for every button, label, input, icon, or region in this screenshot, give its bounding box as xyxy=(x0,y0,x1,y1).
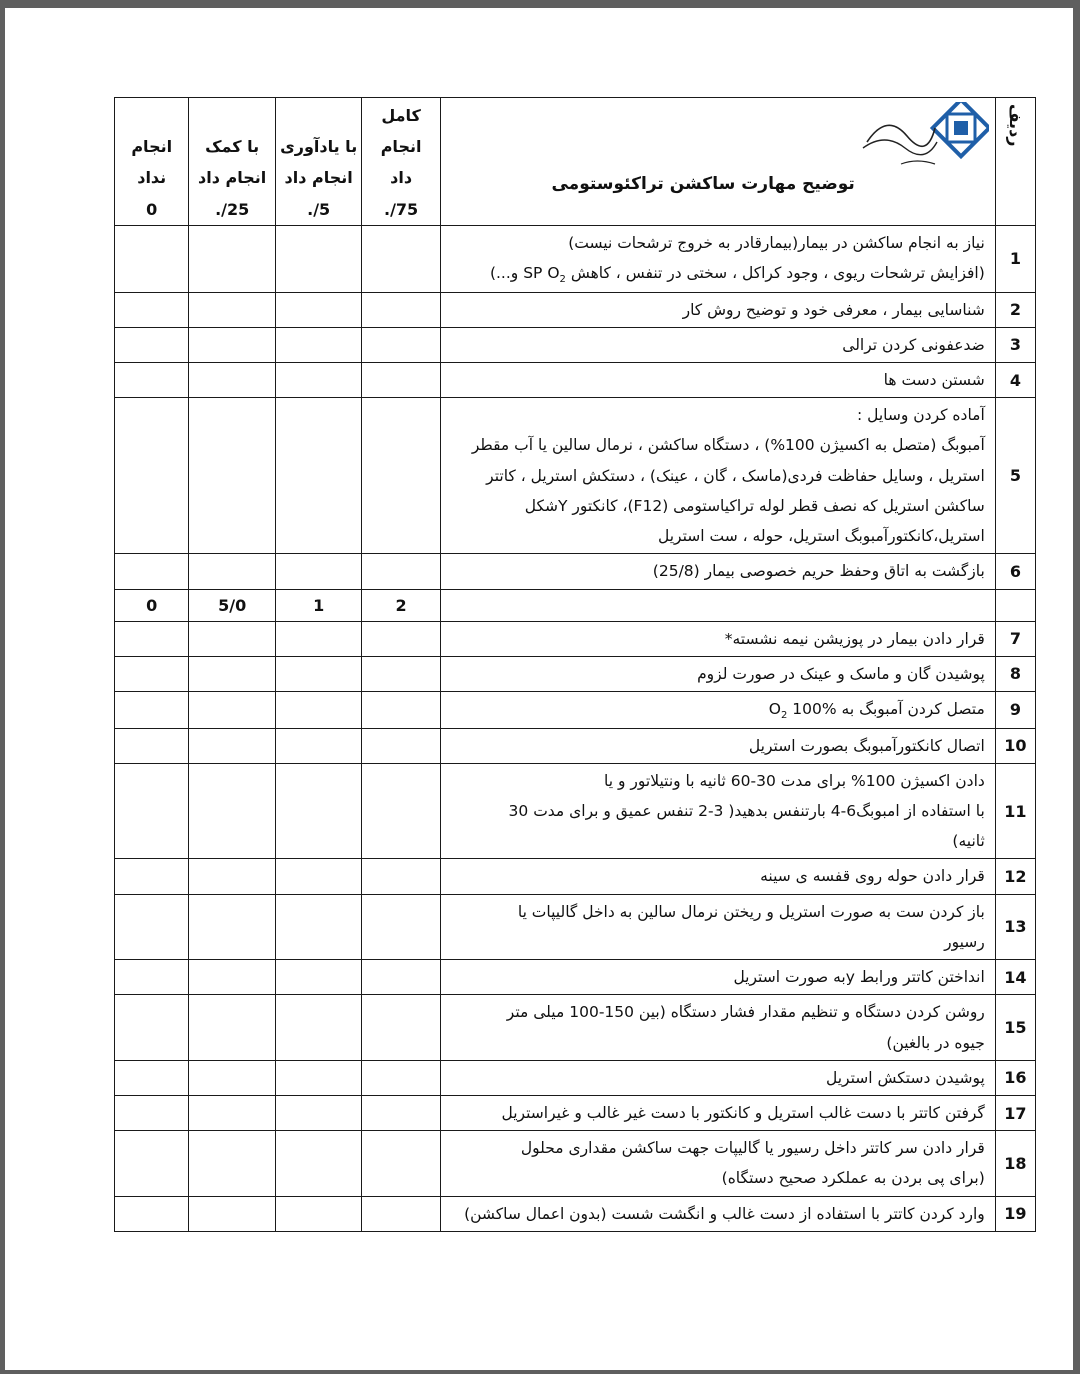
step-description xyxy=(440,363,995,398)
score-cell[interactable] xyxy=(189,691,275,728)
step-description xyxy=(440,1196,995,1231)
score-cell[interactable] xyxy=(362,292,440,327)
table-row xyxy=(115,1196,1036,1231)
step-line: استریل ، وسایل حفاظت فردی(ماسک ، گان ، عینک) ، دستکش استریل ، کاتتر xyxy=(486,466,985,485)
score-cell[interactable] xyxy=(189,292,275,327)
skills-checklist-table xyxy=(114,97,1036,1232)
score-cell[interactable] xyxy=(115,292,189,327)
score-cell[interactable] xyxy=(189,859,275,894)
score-cell[interactable] xyxy=(115,554,189,589)
row-number: 11 xyxy=(995,763,1035,859)
step-description xyxy=(440,327,995,362)
table-row xyxy=(115,363,1036,398)
table-row xyxy=(115,398,1036,554)
step-description xyxy=(440,995,995,1060)
step-description xyxy=(440,859,995,894)
table-row xyxy=(115,225,1036,292)
score-cell[interactable] xyxy=(189,1060,275,1095)
step-line: ضدعفونی کردن ترالی xyxy=(842,335,985,354)
score-cell[interactable] xyxy=(362,960,440,995)
step-description xyxy=(440,894,995,959)
row-number: 6 xyxy=(995,554,1035,589)
score-cell[interactable] xyxy=(275,656,361,691)
score-cell[interactable] xyxy=(362,656,440,691)
step-line: گرفتن کاتتر با دست غالب استریل و کانکتور با دست غیر غالب و غیراستریل xyxy=(501,1103,985,1122)
score-cell[interactable] xyxy=(362,1131,440,1196)
column-header-reminded: با یادآوری انجام داد 5/. xyxy=(275,98,361,226)
step-line: قرار دادن حوله روی قفسه ی سینه xyxy=(760,867,985,886)
step-line: شناسایی بیمار ، معرفی خود و توضیح روش کار xyxy=(682,300,985,319)
table-row xyxy=(115,894,1036,959)
score-cell[interactable] xyxy=(275,1060,361,1095)
score-cell[interactable] xyxy=(189,995,275,1060)
step-line: قرار دادن سر کاتتر داخل رسیور یا گالیپات جهت ساکشن مقداری محلول xyxy=(520,1139,985,1158)
step-line: آمبوبگ (متصل به اکسیژن 100%) ، دستگاه ساکشن ، نرمال سالین یا آب مقطر xyxy=(471,436,985,455)
score-cell[interactable] xyxy=(362,327,440,362)
score-cell[interactable] xyxy=(362,554,440,589)
score-cell[interactable] xyxy=(275,960,361,995)
score-cell[interactable] xyxy=(115,859,189,894)
score-cell[interactable] xyxy=(189,894,275,959)
step-line: (برای پی بردن به عملکرد صحیح دستگاه) xyxy=(721,1169,985,1188)
table-row xyxy=(115,1060,1036,1095)
column-header-complete: کامل انجام داد 75/. xyxy=(362,98,440,226)
row-number: 1 xyxy=(995,225,1035,292)
table-row xyxy=(115,859,1036,894)
score-cell[interactable] xyxy=(362,995,440,1060)
score-cell[interactable] xyxy=(275,225,361,292)
step-description xyxy=(440,728,995,763)
row-number: 3 xyxy=(995,327,1035,362)
table-row xyxy=(115,327,1036,362)
step-line: شستن دست ها xyxy=(883,371,985,389)
score-cell[interactable] xyxy=(189,1095,275,1130)
score-cell[interactable] xyxy=(275,1095,361,1130)
score-cell[interactable] xyxy=(362,728,440,763)
score-cell[interactable] xyxy=(189,225,275,292)
step-description xyxy=(440,960,995,995)
score-cell[interactable] xyxy=(189,327,275,362)
step-description xyxy=(440,398,995,554)
column-header-not-done: انجام نداد 0 xyxy=(115,98,189,226)
score-cell[interactable] xyxy=(362,763,440,859)
table-row xyxy=(115,691,1036,728)
summary-score: 5/0 xyxy=(189,589,275,621)
score-cell[interactable] xyxy=(275,292,361,327)
score-cell[interactable] xyxy=(275,621,361,656)
row-number: 4 xyxy=(995,363,1035,398)
score-cell[interactable] xyxy=(115,728,189,763)
score-cell[interactable] xyxy=(275,894,361,959)
score-cell[interactable] xyxy=(275,1131,361,1196)
score-cell[interactable] xyxy=(189,763,275,859)
step-line: باز کردن ست به صورت استریل و ریختن نرمال سالین به داخل گالیپات یا xyxy=(517,902,985,921)
score-cell[interactable] xyxy=(189,1131,275,1196)
form-title: توضیح مهارت ساکشن تراکئوستومی xyxy=(551,174,855,194)
score-cell[interactable] xyxy=(275,763,361,859)
table-row xyxy=(115,960,1036,995)
step-line: پوشیدن دستکش استریل xyxy=(825,1068,985,1087)
row-number: 16 xyxy=(995,1060,1035,1095)
score-cell[interactable] xyxy=(362,398,440,554)
score-cell[interactable] xyxy=(115,225,189,292)
row-number: 17 xyxy=(995,1095,1035,1130)
step-line: انداختن کاتتر ورابط yبه صورت استریل xyxy=(733,968,985,987)
score-cell[interactable] xyxy=(362,621,440,656)
step-description xyxy=(440,554,995,589)
score-cell[interactable] xyxy=(115,363,189,398)
score-cell[interactable] xyxy=(362,1196,440,1231)
step-line: با استفاده از امبوبگ6-4 بارتنفس بدهید( 3-2 تنفس عمیق و برای مدت 30 xyxy=(508,802,985,820)
step-line: جیوه در بالغین) xyxy=(886,1033,985,1052)
score-cell[interactable] xyxy=(115,763,189,859)
step-line: متصل کردن آمبوبگ به $O_2$ 100% xyxy=(768,699,985,722)
column-header-assisted: با کمک انجام داد 25/. xyxy=(189,98,275,226)
row-number-header: ردیف xyxy=(995,98,1035,226)
step-description xyxy=(440,656,995,691)
header-row xyxy=(115,98,1036,226)
step-line: ساکشن استریل که نصف قطر لوله تراکیاستومی (F12)، کانکتور Yشکل xyxy=(524,496,985,515)
row-number: 5 xyxy=(995,398,1035,554)
score-summary-row xyxy=(115,589,1036,621)
table-row xyxy=(115,728,1036,763)
step-description xyxy=(440,1095,995,1130)
score-cell[interactable] xyxy=(275,1196,361,1231)
step-line: بازگشت به اتاق وحفظ حریم خصوصی بیمار (25/8) xyxy=(652,562,985,581)
row-number: 18 xyxy=(995,1131,1035,1196)
score-cell[interactable] xyxy=(362,691,440,728)
score-cell[interactable] xyxy=(275,995,361,1060)
score-cell[interactable] xyxy=(115,995,189,1060)
step-line: دادن اکسیژن 100% برای مدت 30-60 ثانیه با ونتیلاتور و یا xyxy=(604,771,985,790)
step-description xyxy=(440,225,995,292)
table-row xyxy=(115,656,1036,691)
score-cell[interactable] xyxy=(115,398,189,554)
summary-score: 1 xyxy=(275,589,361,621)
score-cell[interactable] xyxy=(115,656,189,691)
step-line: اتصال کانکتورآمبوبگ بصورت استریل xyxy=(748,736,985,755)
step-line: قرار دادن بیمار در پوزیشن نیمه نشسته* xyxy=(724,629,985,648)
step-description xyxy=(440,1060,995,1095)
step-line: رسیور xyxy=(944,932,985,951)
score-cell[interactable] xyxy=(189,728,275,763)
score-cell[interactable] xyxy=(362,859,440,894)
table-row xyxy=(115,554,1036,589)
row-number: 19 xyxy=(995,1196,1035,1231)
score-cell[interactable] xyxy=(189,621,275,656)
score-cell[interactable] xyxy=(189,554,275,589)
score-cell[interactable] xyxy=(275,363,361,398)
table-row xyxy=(115,621,1036,656)
table-row xyxy=(115,292,1036,327)
step-description xyxy=(440,292,995,327)
score-cell[interactable] xyxy=(362,1095,440,1130)
score-cell[interactable] xyxy=(115,621,189,656)
step-description xyxy=(440,1131,995,1196)
row-number: 14 xyxy=(995,960,1035,995)
row-number: 9 xyxy=(995,691,1035,728)
score-cell[interactable] xyxy=(115,1131,189,1196)
score-cell[interactable] xyxy=(115,1060,189,1095)
title-cell xyxy=(440,98,995,226)
score-cell[interactable] xyxy=(275,728,361,763)
summary-score: 2 xyxy=(362,589,440,621)
step-line: استریل،کانکتورآمبوبگ استریل، حوله ، ست استریل xyxy=(657,527,985,546)
row-number: 8 xyxy=(995,656,1035,691)
row-number: 10 xyxy=(995,728,1035,763)
table-row xyxy=(115,1131,1036,1196)
empty-cell xyxy=(995,589,1035,621)
row-number: 2 xyxy=(995,292,1035,327)
row-number: 13 xyxy=(995,894,1035,959)
row-number: 12 xyxy=(995,859,1035,894)
score-cell[interactable] xyxy=(189,656,275,691)
score-cell[interactable] xyxy=(189,960,275,995)
score-cell[interactable] xyxy=(275,554,361,589)
score-cell[interactable] xyxy=(115,1095,189,1130)
row-number: 7 xyxy=(995,621,1035,656)
step-description xyxy=(440,691,995,728)
step-line: پوشیدن گان و ماسک و عینک در صورت لزوم xyxy=(697,664,985,683)
score-cell[interactable] xyxy=(275,859,361,894)
score-cell[interactable] xyxy=(115,960,189,995)
score-cell[interactable] xyxy=(275,398,361,554)
score-cell[interactable] xyxy=(362,1060,440,1095)
table-row xyxy=(115,995,1036,1060)
step-line: روشن کردن دستگاه و تنظیم مقدار فشار دستگاه (بین 150-100 میلی متر xyxy=(506,1003,985,1022)
step-line: نیاز به انجام ساکشن در بیمار(بیمارقادر به خروج ترشحات نیست) xyxy=(568,233,985,252)
score-cell[interactable] xyxy=(115,1196,189,1231)
empty-cell xyxy=(440,589,995,621)
score-cell[interactable] xyxy=(362,894,440,959)
summary-score: 0 xyxy=(115,589,189,621)
score-cell[interactable] xyxy=(275,327,361,362)
score-cell[interactable] xyxy=(189,1196,275,1231)
score-cell[interactable] xyxy=(275,691,361,728)
score-cell[interactable] xyxy=(115,894,189,959)
score-cell[interactable] xyxy=(115,327,189,362)
score-cell[interactable] xyxy=(362,363,440,398)
step-description xyxy=(440,763,995,859)
table-row xyxy=(115,1095,1036,1130)
score-cell[interactable] xyxy=(189,363,275,398)
step-line: (افزایش ترشحات ریوی ، وجود کراکل ، سختی در تنفس ، کاهش SP $O_2$ و...) xyxy=(489,263,985,286)
table-row xyxy=(115,763,1036,859)
row-number: 15 xyxy=(995,995,1035,1060)
university-logo xyxy=(857,102,989,180)
score-cell[interactable] xyxy=(115,691,189,728)
document-page xyxy=(5,8,1073,1370)
score-cell[interactable] xyxy=(189,398,275,554)
step-line: وارد کردن کاتتر با استفاده از دست غالب و انگشت شست (بدون اعمال ساکشن) xyxy=(464,1204,985,1223)
step-line: ثانیه) xyxy=(952,832,985,851)
step-description xyxy=(440,621,995,656)
step-line: آماده کردن وسایل : xyxy=(856,406,985,425)
score-cell[interactable] xyxy=(362,225,440,292)
